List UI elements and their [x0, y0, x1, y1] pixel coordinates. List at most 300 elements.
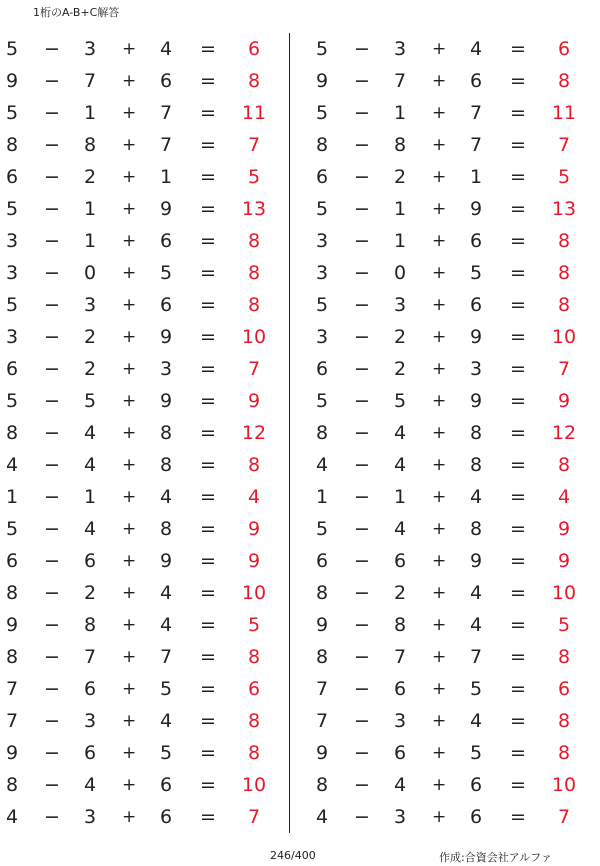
operand-b: 2 [84, 326, 97, 348]
plus-sign: + [122, 711, 137, 731]
operand-b: 3 [394, 806, 407, 828]
operand-c: 6 [160, 774, 173, 796]
operand-b: 1 [394, 198, 407, 220]
minus-sign: − [44, 166, 60, 188]
minus-sign: − [354, 614, 370, 636]
answer: 8 [247, 70, 261, 92]
equals-sign: = [200, 166, 216, 188]
plus-sign: + [432, 359, 447, 379]
operand-b: 4 [394, 422, 407, 444]
answer: 6 [557, 678, 571, 700]
operand-b: 6 [84, 550, 97, 572]
operand-b: 7 [84, 646, 97, 668]
operand-b: 6 [394, 550, 407, 572]
problem-row [0, 353, 290, 385]
minus-sign: − [354, 70, 370, 92]
operand-c: 5 [470, 742, 483, 764]
equals-sign: = [200, 806, 216, 828]
minus-sign: − [354, 806, 370, 828]
equals-sign: = [510, 454, 526, 476]
equals-sign: = [200, 390, 216, 412]
problem-row [310, 609, 600, 641]
operand-a: 5 [6, 102, 19, 124]
operand-c: 6 [160, 806, 173, 828]
operand-b: 1 [394, 486, 407, 508]
equals-sign: = [510, 678, 526, 700]
answer: 8 [247, 454, 261, 476]
plus-sign: + [122, 615, 137, 635]
author-credit: 作成:合資会社アルファ [439, 851, 553, 864]
operand-c: 8 [470, 518, 483, 540]
operand-c: 9 [470, 390, 483, 412]
minus-sign: − [44, 390, 60, 412]
plus-sign: + [122, 71, 137, 91]
equals-sign: = [510, 486, 526, 508]
problem-row [0, 577, 290, 609]
operand-b: 1 [84, 198, 97, 220]
answer: 10 [551, 582, 577, 604]
answer: 5 [557, 614, 571, 636]
answer: 13 [241, 198, 267, 220]
plus-sign: + [432, 615, 447, 635]
equals-sign: = [510, 774, 526, 796]
plus-sign: + [432, 487, 447, 507]
answer: 10 [241, 774, 267, 796]
operand-b: 7 [84, 70, 97, 92]
minus-sign: − [354, 102, 370, 124]
problem-row [310, 257, 600, 289]
equals-sign: = [510, 134, 526, 156]
operand-a: 9 [6, 614, 19, 636]
minus-sign: − [354, 742, 370, 764]
operand-c: 5 [470, 262, 483, 284]
operand-a: 8 [316, 774, 329, 796]
minus-sign: − [44, 262, 60, 284]
problem-row [310, 481, 600, 513]
operand-c: 4 [160, 486, 173, 508]
operand-b: 3 [394, 710, 407, 732]
operand-a: 5 [316, 38, 329, 60]
answer: 8 [247, 294, 261, 316]
minus-sign: − [44, 230, 60, 252]
equals-sign: = [200, 646, 216, 668]
problem-row [310, 353, 600, 385]
equals-sign: = [510, 614, 526, 636]
operand-b: 4 [394, 774, 407, 796]
minus-sign: − [44, 742, 60, 764]
answer: 5 [247, 166, 261, 188]
answer: 9 [557, 550, 571, 572]
operand-a: 7 [316, 678, 329, 700]
plus-sign: + [432, 263, 447, 283]
answer: 6 [247, 38, 261, 60]
problem-row [0, 257, 290, 289]
plus-sign: + [432, 583, 447, 603]
equals-sign: = [200, 262, 216, 284]
operand-b: 2 [394, 358, 407, 380]
equals-sign: = [200, 710, 216, 732]
equals-sign: = [200, 230, 216, 252]
operand-c: 7 [470, 134, 483, 156]
operand-a: 3 [6, 326, 19, 348]
operand-a: 6 [316, 550, 329, 572]
operand-b: 1 [84, 486, 97, 508]
operand-a: 3 [6, 230, 19, 252]
answer: 5 [247, 614, 261, 636]
plus-sign: + [122, 551, 137, 571]
minus-sign: − [354, 134, 370, 156]
minus-sign: − [44, 582, 60, 604]
operand-a: 5 [316, 390, 329, 412]
operand-b: 1 [84, 102, 97, 124]
operand-b: 2 [84, 358, 97, 380]
left-problem-column [0, 33, 290, 833]
problem-row [310, 129, 600, 161]
minus-sign: − [44, 326, 60, 348]
minus-sign: − [354, 38, 370, 60]
operand-b: 5 [394, 390, 407, 412]
answer: 4 [247, 486, 261, 508]
operand-a: 8 [316, 134, 329, 156]
plus-sign: + [432, 135, 447, 155]
plus-sign: + [122, 807, 137, 827]
equals-sign: = [510, 582, 526, 604]
minus-sign: − [44, 486, 60, 508]
answer: 12 [241, 422, 267, 444]
minus-sign: − [44, 102, 60, 124]
plus-sign: + [122, 775, 137, 795]
problem-row [310, 225, 600, 257]
minus-sign: − [44, 454, 60, 476]
operand-c: 6 [160, 70, 173, 92]
operand-a: 3 [316, 262, 329, 284]
answer: 11 [551, 102, 577, 124]
operand-c: 4 [470, 710, 483, 732]
answer: 9 [247, 518, 261, 540]
minus-sign: − [354, 358, 370, 380]
plus-sign: + [432, 519, 447, 539]
plus-sign: + [122, 423, 137, 443]
answer: 7 [557, 358, 571, 380]
answer: 9 [247, 390, 261, 412]
answer: 9 [557, 390, 571, 412]
operand-b: 7 [394, 646, 407, 668]
problem-row [0, 385, 290, 417]
problem-row [310, 673, 600, 705]
operand-a: 9 [316, 614, 329, 636]
problem-row [0, 161, 290, 193]
equals-sign: = [510, 326, 526, 348]
operand-c: 6 [470, 806, 483, 828]
operand-a: 7 [316, 710, 329, 732]
problem-row [0, 321, 290, 353]
operand-c: 5 [160, 262, 173, 284]
plus-sign: + [432, 679, 447, 699]
plus-sign: + [432, 423, 447, 443]
operand-b: 0 [394, 262, 407, 284]
operand-c: 6 [470, 230, 483, 252]
plus-sign: + [122, 103, 137, 123]
plus-sign: + [122, 167, 137, 187]
problem-row [0, 417, 290, 449]
operand-a: 8 [6, 582, 19, 604]
operand-c: 7 [160, 134, 173, 156]
problem-row [310, 801, 600, 833]
plus-sign: + [432, 167, 447, 187]
minus-sign: − [354, 582, 370, 604]
operand-a: 9 [6, 70, 19, 92]
operand-c: 6 [470, 294, 483, 316]
operand-a: 5 [6, 198, 19, 220]
operand-c: 5 [160, 742, 173, 764]
answer: 8 [557, 294, 571, 316]
plus-sign: + [122, 455, 137, 475]
answer: 10 [551, 774, 577, 796]
operand-a: 5 [6, 294, 19, 316]
plus-sign: + [122, 327, 137, 347]
problem-row [0, 737, 290, 769]
operand-c: 7 [470, 102, 483, 124]
equals-sign: = [510, 198, 526, 220]
equals-sign: = [510, 742, 526, 764]
answer: 5 [557, 166, 571, 188]
answer: 11 [241, 102, 267, 124]
operand-a: 6 [6, 550, 19, 572]
operand-b: 3 [394, 294, 407, 316]
operand-a: 5 [6, 390, 19, 412]
equals-sign: = [200, 774, 216, 796]
operand-a: 5 [316, 294, 329, 316]
problem-row [310, 289, 600, 321]
problem-row [310, 641, 600, 673]
operand-a: 7 [6, 710, 19, 732]
plus-sign: + [122, 295, 137, 315]
operand-a: 5 [6, 38, 19, 60]
plus-sign: + [122, 679, 137, 699]
operand-b: 2 [84, 166, 97, 188]
operand-c: 3 [470, 358, 483, 380]
answer: 8 [247, 742, 261, 764]
operand-c: 8 [470, 454, 483, 476]
minus-sign: − [44, 614, 60, 636]
operand-a: 6 [6, 166, 19, 188]
operand-b: 4 [84, 774, 97, 796]
operand-b: 8 [84, 134, 97, 156]
problem-row [0, 481, 290, 513]
equals-sign: = [200, 70, 216, 92]
operand-c: 4 [470, 486, 483, 508]
problem-row [310, 449, 600, 481]
minus-sign: − [354, 486, 370, 508]
minus-sign: − [44, 294, 60, 316]
minus-sign: − [44, 774, 60, 796]
problem-row [310, 417, 600, 449]
operand-b: 2 [394, 582, 407, 604]
answer: 8 [247, 262, 261, 284]
operand-a: 8 [6, 422, 19, 444]
problem-row [0, 609, 290, 641]
problem-row [310, 161, 600, 193]
answer: 6 [557, 38, 571, 60]
operand-c: 4 [470, 582, 483, 604]
operand-a: 4 [316, 454, 329, 476]
operand-b: 8 [84, 614, 97, 636]
equals-sign: = [510, 518, 526, 540]
answer: 9 [557, 518, 571, 540]
plus-sign: + [432, 103, 447, 123]
problem-row [0, 513, 290, 545]
operand-c: 4 [160, 582, 173, 604]
operand-c: 9 [160, 550, 173, 572]
operand-c: 9 [160, 390, 173, 412]
operand-c: 6 [470, 70, 483, 92]
minus-sign: − [44, 710, 60, 732]
minus-sign: − [354, 230, 370, 252]
operand-a: 1 [6, 486, 19, 508]
operand-c: 1 [470, 166, 483, 188]
operand-b: 4 [84, 518, 97, 540]
plus-sign: + [432, 743, 447, 763]
page-number: 246/400 [270, 849, 316, 862]
operand-c: 6 [160, 230, 173, 252]
problem-row [0, 97, 290, 129]
plus-sign: + [432, 199, 447, 219]
equals-sign: = [200, 550, 216, 572]
equals-sign: = [510, 166, 526, 188]
minus-sign: − [354, 294, 370, 316]
operand-a: 6 [6, 358, 19, 380]
operand-b: 3 [394, 38, 407, 60]
operand-a: 4 [316, 806, 329, 828]
operand-c: 9 [470, 326, 483, 348]
problem-row [310, 65, 600, 97]
operand-b: 3 [84, 806, 97, 828]
operand-a: 5 [316, 102, 329, 124]
problem-row [0, 801, 290, 833]
equals-sign: = [510, 422, 526, 444]
equals-sign: = [200, 326, 216, 348]
equals-sign: = [510, 102, 526, 124]
minus-sign: − [44, 422, 60, 444]
problem-row [0, 33, 290, 65]
operand-a: 8 [316, 582, 329, 604]
equals-sign: = [200, 582, 216, 604]
operand-b: 1 [394, 102, 407, 124]
problem-row [310, 545, 600, 577]
equals-sign: = [510, 390, 526, 412]
plus-sign: + [122, 199, 137, 219]
operand-c: 5 [160, 678, 173, 700]
minus-sign: − [354, 518, 370, 540]
operand-b: 4 [84, 422, 97, 444]
plus-sign: + [432, 327, 447, 347]
operand-c: 8 [160, 422, 173, 444]
minus-sign: − [354, 678, 370, 700]
answer: 7 [247, 358, 261, 380]
right-problem-column [310, 33, 600, 833]
equals-sign: = [200, 614, 216, 636]
plus-sign: + [432, 391, 447, 411]
answer: 8 [557, 742, 571, 764]
plus-sign: + [122, 263, 137, 283]
problem-row [310, 321, 600, 353]
minus-sign: − [44, 198, 60, 220]
equals-sign: = [510, 230, 526, 252]
equals-sign: = [510, 294, 526, 316]
answer: 7 [557, 806, 571, 828]
equals-sign: = [510, 710, 526, 732]
plus-sign: + [122, 487, 137, 507]
equals-sign: = [200, 742, 216, 764]
problem-row [310, 769, 600, 801]
minus-sign: − [354, 710, 370, 732]
equals-sign: = [510, 70, 526, 92]
equals-sign: = [200, 678, 216, 700]
minus-sign: − [354, 326, 370, 348]
problem-row [0, 545, 290, 577]
operand-a: 9 [316, 742, 329, 764]
problem-row [0, 193, 290, 225]
operand-b: 8 [394, 614, 407, 636]
operand-b: 4 [394, 454, 407, 476]
operand-b: 4 [394, 518, 407, 540]
answer: 12 [551, 422, 577, 444]
problem-row [0, 705, 290, 737]
answer: 8 [557, 646, 571, 668]
plus-sign: + [432, 455, 447, 475]
operand-a: 6 [316, 358, 329, 380]
answer: 8 [247, 646, 261, 668]
plus-sign: + [122, 519, 137, 539]
operand-b: 3 [84, 710, 97, 732]
equals-sign: = [200, 134, 216, 156]
plus-sign: + [432, 711, 447, 731]
problem-row [0, 225, 290, 257]
minus-sign: − [354, 262, 370, 284]
operand-a: 4 [6, 806, 19, 828]
operand-c: 9 [160, 326, 173, 348]
operand-a: 5 [6, 518, 19, 540]
minus-sign: − [354, 774, 370, 796]
problem-row [310, 577, 600, 609]
plus-sign: + [432, 647, 447, 667]
equals-sign: = [200, 102, 216, 124]
equals-sign: = [510, 806, 526, 828]
operand-b: 1 [84, 230, 97, 252]
operand-a: 5 [316, 198, 329, 220]
operand-c: 6 [470, 774, 483, 796]
minus-sign: − [354, 454, 370, 476]
answer: 6 [247, 678, 261, 700]
operand-c: 4 [160, 614, 173, 636]
operand-a: 8 [6, 134, 19, 156]
equals-sign: = [200, 38, 216, 60]
problem-row [0, 289, 290, 321]
operand-b: 8 [394, 134, 407, 156]
plus-sign: + [432, 775, 447, 795]
equals-sign: = [200, 454, 216, 476]
operand-c: 9 [470, 198, 483, 220]
operand-a: 1 [316, 486, 329, 508]
plus-sign: + [122, 647, 137, 667]
plus-sign: + [122, 391, 137, 411]
answer: 9 [247, 550, 261, 572]
plus-sign: + [122, 231, 137, 251]
minus-sign: − [44, 550, 60, 572]
answer: 8 [557, 70, 571, 92]
problem-row [310, 97, 600, 129]
operand-a: 7 [6, 678, 19, 700]
